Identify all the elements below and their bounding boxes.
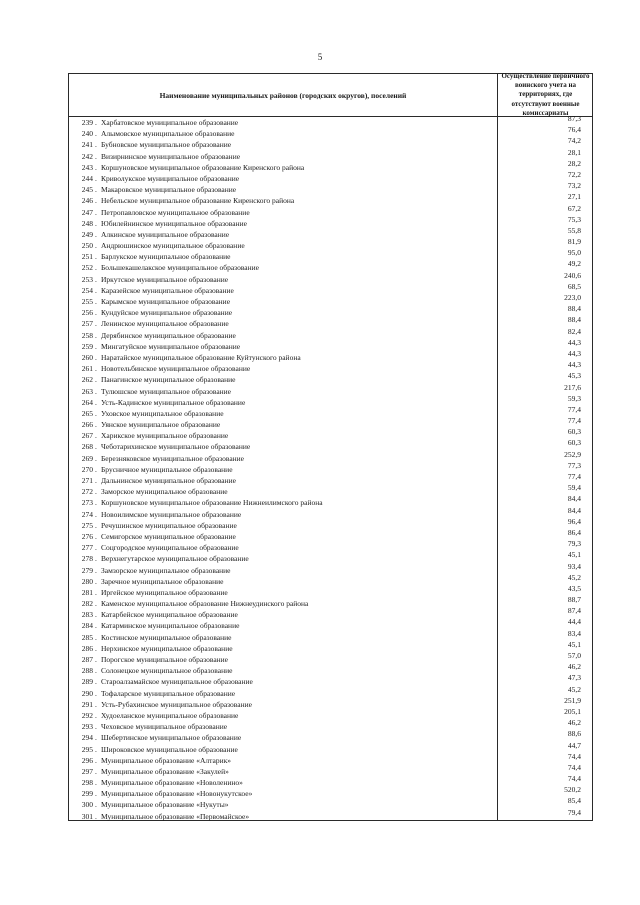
row-name: Алымовское муниципальное образование <box>101 129 235 139</box>
row-value: 74,2 <box>567 136 581 146</box>
table-row <box>69 807 592 822</box>
row-number: 277 <box>81 543 93 553</box>
row-number: 279 <box>81 565 93 575</box>
row-value: 223,0 <box>564 293 581 302</box>
row-name: Костинское муниципальное образование <box>101 632 232 642</box>
row-number: 249 <box>81 229 93 239</box>
row-number: 257 <box>81 319 93 329</box>
row-name: Каразейское муниципальное образование <box>101 285 234 295</box>
row-name: Андрюшинское муниципальное образование <box>101 241 245 251</box>
page-number: 5 <box>317 52 323 62</box>
row-value: 88,7 <box>567 595 581 605</box>
row-value: 87,4 <box>567 606 581 616</box>
row-name: Речушинское муниципальное образование <box>101 520 237 530</box>
row-value: 44,3 <box>567 337 581 347</box>
row-value: 28,1 <box>567 147 581 157</box>
row-number: 246 <box>81 196 93 206</box>
row-name: Заморское муниципальное образование <box>101 487 228 497</box>
row-name: Новоилимское муниципальное образование <box>101 509 242 519</box>
row-number-dot: . <box>95 487 97 497</box>
row-name: Панагинское муниципальное образование <box>101 375 236 385</box>
row-value: 75,3 <box>567 214 581 224</box>
row-number-dot: . <box>95 464 97 474</box>
row-number: 269 <box>81 453 93 463</box>
row-value: 44,4 <box>567 617 581 627</box>
row-name: Тулюшское муниципальное образование <box>101 386 232 396</box>
row-number: 301 <box>81 811 93 821</box>
row-number: 268 <box>81 442 93 452</box>
row-number-dot: . <box>95 118 97 127</box>
row-number-dot: . <box>95 778 97 788</box>
row-number: 298 <box>81 778 93 788</box>
row-value: 252,9 <box>564 449 581 459</box>
row-number-dot: . <box>95 140 97 150</box>
row-number-dot: . <box>95 196 97 206</box>
column-header-value: Осуществление первичного воинского учета на территориях, где отсутствуют военные комиссариаты <box>501 72 590 117</box>
row-number-dot: . <box>95 297 97 306</box>
row-number-dot: . <box>95 811 97 821</box>
row-number-dot: . <box>95 677 97 687</box>
row-value: 60,3 <box>567 427 581 437</box>
row-name: Бубновское муниципальное образование <box>101 140 232 150</box>
row-number: 248 <box>81 218 93 228</box>
row-name: Худоеланское муниципальное образование <box>101 710 239 720</box>
row-number: 293 <box>81 722 93 732</box>
row-name: Визирнинское муниципальное образование <box>101 151 241 161</box>
row-number-dot: . <box>95 241 97 251</box>
row-name: Коршуновское муниципальное образование Киренского района <box>101 162 305 172</box>
row-number: 285 <box>81 632 93 642</box>
row-name: Наратайское муниципальное образование Куйтунского района <box>101 352 301 362</box>
row-number-dot: . <box>95 420 97 430</box>
row-name: Карымское муниципальное образование <box>101 297 231 306</box>
row-number-dot: . <box>95 476 97 485</box>
row-name: Замзорское муниципальное образование <box>101 565 231 575</box>
row-value: 45,1 <box>567 639 581 649</box>
row-value: 251,9 <box>564 695 581 705</box>
row-name: Заречное муниципальное образование <box>101 576 224 586</box>
row-number: 286 <box>81 643 93 653</box>
row-number-dot: . <box>95 789 97 799</box>
row-value: 79,3 <box>567 539 581 549</box>
row-number: 299 <box>81 789 93 799</box>
row-value: 87,3 <box>567 114 581 123</box>
row-number: 281 <box>81 587 93 597</box>
row-number-dot: . <box>95 341 97 351</box>
row-number: 295 <box>81 744 93 754</box>
row-number-dot: . <box>95 666 97 676</box>
row-number: 254 <box>81 285 93 295</box>
row-name: Брусничное муниципальное образование <box>101 464 233 474</box>
row-value: 205,1 <box>564 706 581 716</box>
row-value: 44,3 <box>567 348 581 358</box>
row-name: Каменское муниципальное образование Нижнеудинского района <box>101 599 309 609</box>
row-number-dot: . <box>95 386 97 396</box>
row-name: Широковское муниципальное образование <box>101 744 238 754</box>
row-number: 239 <box>81 118 93 127</box>
row-number: 282 <box>81 599 93 609</box>
row-value: 59,4 <box>567 483 581 493</box>
row-number: 255 <box>81 297 93 306</box>
row-name: Семигорское муниципальное образование <box>101 531 236 541</box>
row-value: 49,2 <box>567 259 581 269</box>
column-header-name: Наименование муниципальных районов (городских округов), поселений <box>159 90 407 100</box>
row-value: 27,1 <box>567 192 581 202</box>
row-name: Небельское муниципальное образование Киренского района <box>101 196 295 206</box>
row-value: 47,3 <box>567 673 581 683</box>
row-value: 55,8 <box>567 225 581 235</box>
row-name: Алкинское муниципальное образование <box>101 229 230 239</box>
row-value: 68,5 <box>567 281 581 291</box>
row-number: 288 <box>81 666 93 676</box>
row-number-dot: . <box>95 308 97 318</box>
row-number: 253 <box>81 274 93 284</box>
row-number-dot: . <box>95 621 97 631</box>
row-number: 250 <box>81 241 93 251</box>
row-value: 88,6 <box>567 729 581 739</box>
row-name: Ленинское муниципальное образование <box>101 319 229 329</box>
row-name: Кундуйское муниципальное образование <box>101 308 233 318</box>
row-number-dot: . <box>95 733 97 743</box>
row-number-dot: . <box>95 218 97 228</box>
row-number-dot: . <box>95 173 97 183</box>
row-name: Нерхинское муниципальное образование <box>101 643 233 653</box>
row-number-dot: . <box>95 531 97 541</box>
row-number-dot: . <box>95 397 97 407</box>
row-value: 79,4 <box>567 807 581 817</box>
row-number-dot: . <box>95 643 97 653</box>
row-name: Шебертинское муниципальное образование <box>101 733 242 743</box>
row-value: 73,2 <box>567 181 581 191</box>
row-value: 77,4 <box>567 404 581 414</box>
row-value: 240,6 <box>564 270 581 280</box>
row-value: 96,4 <box>567 516 581 526</box>
row-value: 77,3 <box>567 460 581 470</box>
row-number: 296 <box>81 755 93 765</box>
row-name: Дерябинское муниципальное образование <box>101 330 236 340</box>
row-name: Макаровское муниципальное образование <box>101 185 237 195</box>
row-name: Березняковское муниципальное образование <box>101 453 245 463</box>
row-value: 46,2 <box>567 718 581 728</box>
row-name: Муниципальное образование «Новоленино» <box>101 778 243 788</box>
row-number-dot: . <box>95 565 97 575</box>
row-number: 289 <box>81 677 93 687</box>
row-name: Криволукское муниципальное образование <box>101 173 240 183</box>
row-number: 274 <box>81 509 93 519</box>
row-name: Муниципальное образование «Первомайское» <box>101 811 250 821</box>
row-number-dot: . <box>95 688 97 698</box>
row-name: Мингатуйское муниципальное образование <box>101 341 241 351</box>
row-number-dot: . <box>95 453 97 463</box>
row-value: 45,3 <box>567 371 581 381</box>
row-name: Муниципальное образование «Новонукутское» <box>101 789 253 799</box>
row-name: Юбилейнинское муниципальное образование <box>101 218 247 228</box>
row-value: 59,3 <box>567 393 581 403</box>
row-number-dot: . <box>95 655 97 664</box>
row-number-dot: . <box>95 710 97 720</box>
row-number-dot: . <box>95 319 97 329</box>
row-number: 251 <box>81 252 93 262</box>
row-number-dot: . <box>95 599 97 609</box>
table-body <box>69 114 592 822</box>
row-value: 95,0 <box>567 248 581 258</box>
row-number: 292 <box>81 710 93 720</box>
row-number-dot: . <box>95 543 97 553</box>
row-name: Большекашелакское муниципальное образование <box>101 263 259 273</box>
row-number: 280 <box>81 576 93 586</box>
row-number: 262 <box>81 375 93 385</box>
row-number: 263 <box>81 386 93 396</box>
row-number: 266 <box>81 420 93 430</box>
row-name: Уянское муниципальное образование <box>101 420 221 430</box>
row-value: 81,9 <box>567 237 581 247</box>
row-number: 259 <box>81 341 93 351</box>
row-name: Чеховское муниципальное образование <box>101 722 228 732</box>
row-number-dot: . <box>95 274 97 284</box>
row-number: 287 <box>81 655 93 664</box>
row-number: 275 <box>81 520 93 530</box>
row-name: Катарбейское муниципальное образование <box>101 610 238 620</box>
row-value: 44,3 <box>567 360 581 370</box>
row-number-dot: . <box>95 375 97 385</box>
row-value: 45,2 <box>567 572 581 582</box>
row-number: 290 <box>81 688 93 698</box>
row-name: Соцгородское муниципальное образование <box>101 543 239 553</box>
row-number-dot: . <box>95 330 97 340</box>
row-value: 45,1 <box>567 550 581 560</box>
row-value: 84,4 <box>567 505 581 515</box>
row-name: Тофаларское муниципальное образование <box>101 688 236 698</box>
row-number: 272 <box>81 487 93 497</box>
row-number-dot: . <box>95 699 97 709</box>
row-number-dot: . <box>95 554 97 564</box>
row-number: 241 <box>81 140 93 150</box>
row-number: 283 <box>81 610 93 620</box>
row-number: 271 <box>81 476 93 485</box>
row-number-dot: . <box>95 442 97 452</box>
row-value: 85,4 <box>567 796 581 806</box>
row-number: 300 <box>81 800 93 810</box>
row-name: Коршуновское муниципальное образование Нижнеилимского района <box>101 498 323 508</box>
row-name: Солонецкое муниципальное образование <box>101 666 233 676</box>
row-number-dot: . <box>95 587 97 597</box>
row-number: 276 <box>81 531 93 541</box>
row-value: 84,4 <box>567 494 581 504</box>
row-value: 77,4 <box>567 416 581 426</box>
row-number: 243 <box>81 162 93 172</box>
row-number-dot: . <box>95 431 97 441</box>
row-number-dot: . <box>95 207 97 217</box>
row-number-dot: . <box>95 509 97 519</box>
row-value: 74,4 <box>567 751 581 761</box>
row-name: Петропавловское муниципальное образование <box>101 207 250 217</box>
row-number: 244 <box>81 173 93 183</box>
row-number: 245 <box>81 185 93 195</box>
row-value: 82,4 <box>567 326 581 336</box>
row-number-dot: . <box>95 151 97 161</box>
row-number-dot: . <box>95 252 97 262</box>
row-number-dot: . <box>95 185 97 195</box>
row-value: 28,2 <box>567 158 581 168</box>
row-name: Порогское муниципальное образование <box>101 655 229 664</box>
row-value: 43,5 <box>567 583 581 593</box>
row-number: 270 <box>81 464 93 474</box>
row-value: 57,0 <box>567 651 581 660</box>
row-number-dot: . <box>95 352 97 362</box>
row-number: 265 <box>81 408 93 418</box>
row-number-dot: . <box>95 632 97 642</box>
row-value: 77,4 <box>567 472 581 481</box>
row-number-dot: . <box>95 229 97 239</box>
row-name: Харбатовское муниципальное образование <box>101 118 239 127</box>
row-value: 520,2 <box>564 785 581 795</box>
row-number-dot: . <box>95 285 97 295</box>
row-name: Иргейское муниципальное образование <box>101 587 228 597</box>
row-name: Уховское муниципальное образование <box>101 408 224 418</box>
row-value: 88,4 <box>567 315 581 325</box>
row-number: 278 <box>81 554 93 564</box>
row-name: Усть-Кадинское муниципальное образование <box>101 397 246 407</box>
row-name: Иркутское муниципальное образование <box>101 274 229 284</box>
row-value: 93,4 <box>567 561 581 571</box>
row-value: 72,2 <box>567 169 581 179</box>
row-name: Катарминское муниципальное образование <box>101 621 240 631</box>
row-number: 267 <box>81 431 93 441</box>
row-name: Дальнинское муниципальное образование <box>101 476 236 485</box>
row-value: 83,4 <box>567 628 581 638</box>
row-value: 46,2 <box>567 662 581 672</box>
row-number-dot: . <box>95 498 97 508</box>
row-value: 217,6 <box>564 382 581 392</box>
data-table <box>68 73 593 821</box>
row-number: 252 <box>81 263 93 273</box>
row-number-dot: . <box>95 744 97 754</box>
row-value: 88,4 <box>567 304 581 314</box>
row-number: 291 <box>81 699 93 709</box>
row-value: 74,4 <box>567 762 581 772</box>
row-value: 60,3 <box>567 438 581 448</box>
row-value: 67,2 <box>567 203 581 213</box>
row-number-dot: . <box>95 263 97 273</box>
row-number-dot: . <box>95 408 97 418</box>
row-number: 261 <box>81 364 93 374</box>
row-number-dot: . <box>95 766 97 776</box>
row-number-dot: . <box>95 722 97 732</box>
row-number-dot: . <box>95 162 97 172</box>
row-number: 264 <box>81 397 93 407</box>
row-name: Муниципальное образование «Нукуты» <box>101 800 229 810</box>
row-number: 273 <box>81 498 93 508</box>
row-number: 284 <box>81 621 93 631</box>
row-number-dot: . <box>95 755 97 765</box>
row-value: 76,4 <box>567 125 581 135</box>
row-number: 297 <box>81 766 93 776</box>
row-value: 86,4 <box>567 527 581 537</box>
row-number-dot: . <box>95 576 97 586</box>
row-number: 256 <box>81 308 93 318</box>
row-name: Верхнегутарское муниципальное образование <box>101 554 249 564</box>
row-number: 240 <box>81 129 93 139</box>
row-number-dot: . <box>95 129 97 139</box>
row-number: 294 <box>81 733 93 743</box>
row-number: 258 <box>81 330 93 340</box>
row-name: Муниципальное образование «Закулей» <box>101 766 229 776</box>
row-number: 242 <box>81 151 93 161</box>
row-number: 247 <box>81 207 93 217</box>
row-value: 44,7 <box>567 740 581 750</box>
row-number-dot: . <box>95 610 97 620</box>
row-name: Староалзамайское муниципальное образование <box>101 677 253 687</box>
row-name: Муниципальное образование «Алтарик» <box>101 755 231 765</box>
row-name: Барлукское муниципальное образование <box>101 252 231 262</box>
row-name: Усть-Рубахинское муниципальное образование <box>101 699 252 709</box>
row-name: Чеботарихинское муниципальное образование <box>101 442 251 452</box>
row-number-dot: . <box>95 800 97 810</box>
row-name: Харикское муниципальное образование <box>101 431 229 441</box>
row-number-dot: . <box>95 364 97 374</box>
row-name: Новотельбинское муниципальное образование <box>101 364 251 374</box>
row-value: 45,2 <box>567 684 581 694</box>
row-value: 74,4 <box>567 774 581 784</box>
row-number-dot: . <box>95 520 97 530</box>
row-number: 260 <box>81 352 93 362</box>
